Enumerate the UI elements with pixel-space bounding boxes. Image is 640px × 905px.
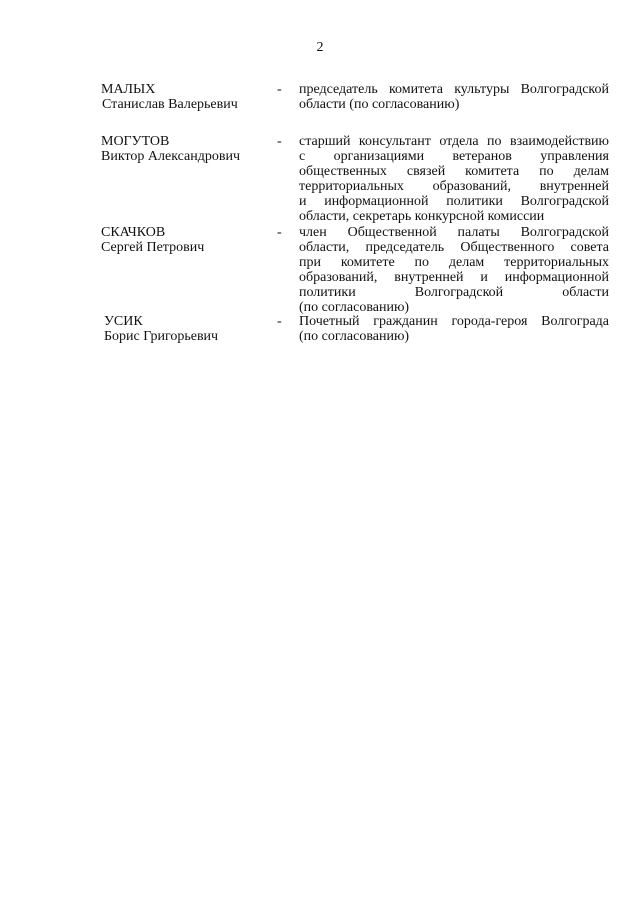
role-line: области, секретарь конкурсной комиссии xyxy=(299,209,545,224)
role-line: области (по согласованию) xyxy=(299,97,460,112)
role-line: старший консультант отдела по взаимодействию xyxy=(299,134,609,149)
role-line: с организациями ветеранов управления xyxy=(299,149,609,164)
member-role xyxy=(299,134,609,224)
member-surname: СКАЧКОВ xyxy=(101,225,166,240)
role-line: общественных связей комитета по делам xyxy=(299,164,609,179)
member-surname: МАЛЫХ xyxy=(101,82,156,97)
member-role xyxy=(299,314,609,344)
member-given-name: Борис Григорьевич xyxy=(104,329,219,344)
member-role xyxy=(299,82,609,112)
role-line: политики Волгоградской области xyxy=(299,285,609,300)
member-given-name: Виктор Александрович xyxy=(101,149,241,164)
role-line: (по согласованию) xyxy=(299,329,410,344)
role-line: и информационной политики Волгоградской xyxy=(299,194,609,209)
member-name xyxy=(101,82,271,112)
member-role xyxy=(299,225,609,315)
member-surname: МОГУТОВ xyxy=(101,134,170,149)
member-surname: УСИК xyxy=(104,314,143,329)
role-line: (по согласованию) xyxy=(299,300,410,315)
member-given-name: Станислав Валерьевич xyxy=(102,97,238,112)
separator-dash: - xyxy=(277,134,282,149)
role-line: член Общественной палаты Волгоградской xyxy=(299,225,609,240)
member-name xyxy=(101,225,271,255)
separator-dash: - xyxy=(277,314,282,329)
role-line: области, председатель Общественного совета xyxy=(299,240,609,255)
member-name xyxy=(101,134,271,164)
role-line: при комитете по делам территориальных xyxy=(299,255,609,270)
role-line: Почетный гражданин города-героя Волгограда xyxy=(299,314,609,329)
role-line: председатель комитета культуры Волгоградской xyxy=(299,82,609,97)
separator-dash: - xyxy=(277,225,282,240)
separator-dash: - xyxy=(277,82,282,97)
member-given-name: Сергей Петрович xyxy=(101,240,205,255)
role-line: образований, внутренней и информационной xyxy=(299,270,609,285)
page-number: 2 xyxy=(316,40,324,55)
member-name xyxy=(104,314,274,344)
role-line: территориальных образований, внутренней xyxy=(299,179,609,194)
